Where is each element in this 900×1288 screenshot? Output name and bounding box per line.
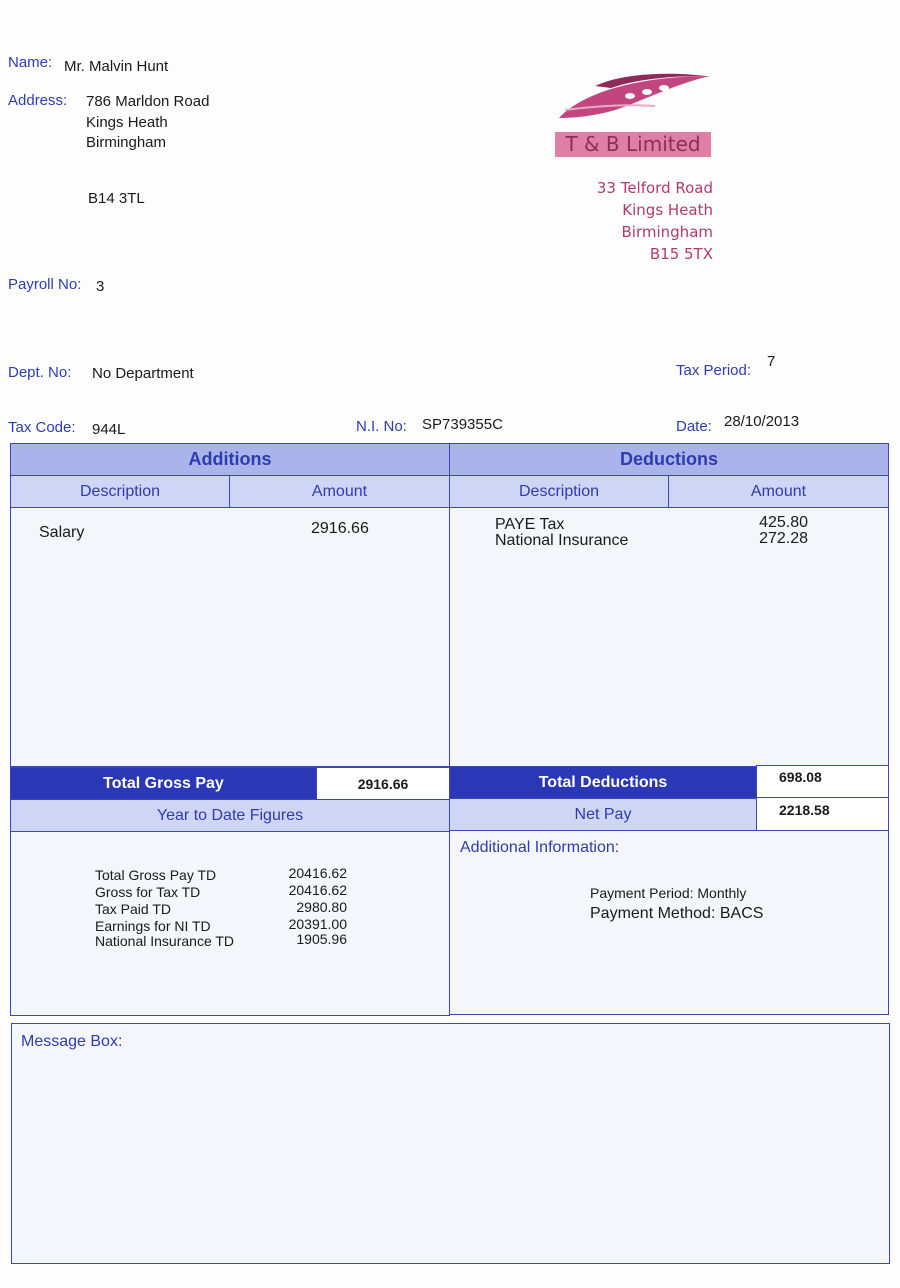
ytd-row-label: Earnings for NI TD (95, 918, 211, 934)
deductions-row-amount: 272.28 (759, 530, 808, 547)
name-label: Name: (8, 54, 53, 71)
deductions-title: Deductions (619, 449, 718, 469)
deductions-row-desc: PAYE Tax (495, 516, 565, 533)
payment-method-label: Payment Method: (590, 905, 716, 922)
dept-value: No Department (92, 365, 194, 382)
payment-method (590, 905, 763, 923)
payment-period-label: Payment Period: (590, 885, 694, 901)
total-gross-pay-text: Total Gross Pay (103, 774, 224, 792)
payment-method-value: BACS (719, 905, 764, 922)
tax-code-label: Tax Code: (8, 419, 76, 436)
ytd-body (10, 831, 450, 1016)
additions-row-desc: Salary (39, 524, 85, 541)
date-value: 28/10/2013 (724, 413, 800, 430)
additions-col-amount-label: Amount (311, 482, 368, 500)
ni-value: SP739355C (422, 416, 503, 433)
dept-label: Dept. No: (8, 364, 72, 381)
additions-col-desc-label: Description (79, 482, 161, 500)
employee-name: Mr. Malvin Hunt (64, 58, 169, 75)
total-deductions-value (756, 765, 889, 799)
address-line3: Birmingham (86, 134, 167, 151)
ytd-row-value: 20416.62 (288, 865, 347, 881)
additions-title: Additions (188, 449, 272, 469)
company-addr4: B15 5TX (649, 245, 713, 263)
ytd-values (289, 865, 347, 948)
total-gross-pay-label (10, 767, 317, 800)
company-addr1: 33 Telford Road (596, 179, 713, 197)
deductions-row-desc: National Insurance (495, 532, 629, 549)
address-postcode: B14 3TL (88, 190, 145, 207)
deductions-col-amount-label: Amount (750, 482, 807, 500)
additional-info-body (449, 830, 889, 1015)
payment-period-value: Monthly (697, 885, 747, 901)
ytd-row-value: 20391.00 (288, 916, 347, 932)
address-line2: Kings Heath (86, 114, 168, 131)
additions-col-amount (229, 475, 450, 508)
deductions-col-desc (449, 475, 669, 508)
net-pay-amount: 2218.58 (779, 802, 830, 818)
ytd-header (10, 799, 450, 832)
payment-period (590, 885, 746, 901)
deductions-header (449, 443, 889, 476)
additions-row-amount: 2916.66 (311, 520, 369, 537)
deductions-col-amount (668, 475, 889, 508)
ytd-row-value: 2980.80 (296, 899, 347, 915)
deductions-body (449, 507, 889, 767)
company-logo-text: T & B Limited (555, 132, 711, 157)
ytd-row-label: National Insurance TD (95, 933, 235, 949)
total-deductions-text: Total Deductions (538, 773, 668, 791)
additional-info-title: Additional Information: (460, 839, 620, 856)
net-pay-label (449, 798, 757, 831)
ytd-labels (95, 867, 234, 950)
company-addr2: Kings Heath (622, 201, 713, 219)
total-gross-pay-value (316, 767, 450, 800)
ytd-row-label: Total Gross Pay TD (95, 867, 217, 883)
payroll-label: Payroll No: (8, 276, 82, 293)
ytd-row-label: Tax Paid TD (95, 901, 171, 917)
tax-period-value: 7 (767, 353, 776, 370)
ytd-row-value: 20416.62 (288, 882, 347, 898)
ytd-header-text: Year to Date Figures (156, 806, 304, 824)
total-deductions-amount: 698.08 (779, 769, 822, 785)
total-deductions-label (449, 766, 757, 799)
message-box-title: Message Box: (21, 1033, 123, 1050)
additions-body (10, 507, 450, 767)
ytd-row-label: Gross for Tax TD (95, 884, 201, 900)
deductions-row-amount: 425.80 (759, 514, 808, 531)
message-box (11, 1023, 890, 1264)
total-gross-pay-amount: 2916.66 (357, 775, 409, 792)
additions-header (10, 443, 450, 476)
additions-col-desc (10, 475, 230, 508)
tax-code-value: 944L (92, 421, 126, 438)
tax-period-label: Tax Period: (676, 362, 752, 379)
address-label: Address: (8, 92, 68, 109)
deductions-col-desc-label: Description (518, 482, 600, 500)
company-logo-icon (555, 70, 715, 126)
ytd-row-value: 1905.96 (296, 931, 347, 947)
net-pay-text: Net Pay (574, 805, 632, 823)
company-addr3: Birmingham (621, 223, 713, 241)
ni-label: N.I. No: (356, 418, 407, 435)
net-pay-value (756, 797, 889, 831)
address-line1: 786 Marldon Road (86, 93, 210, 110)
payroll-no: 3 (96, 278, 105, 295)
date-label: Date: (676, 418, 712, 435)
